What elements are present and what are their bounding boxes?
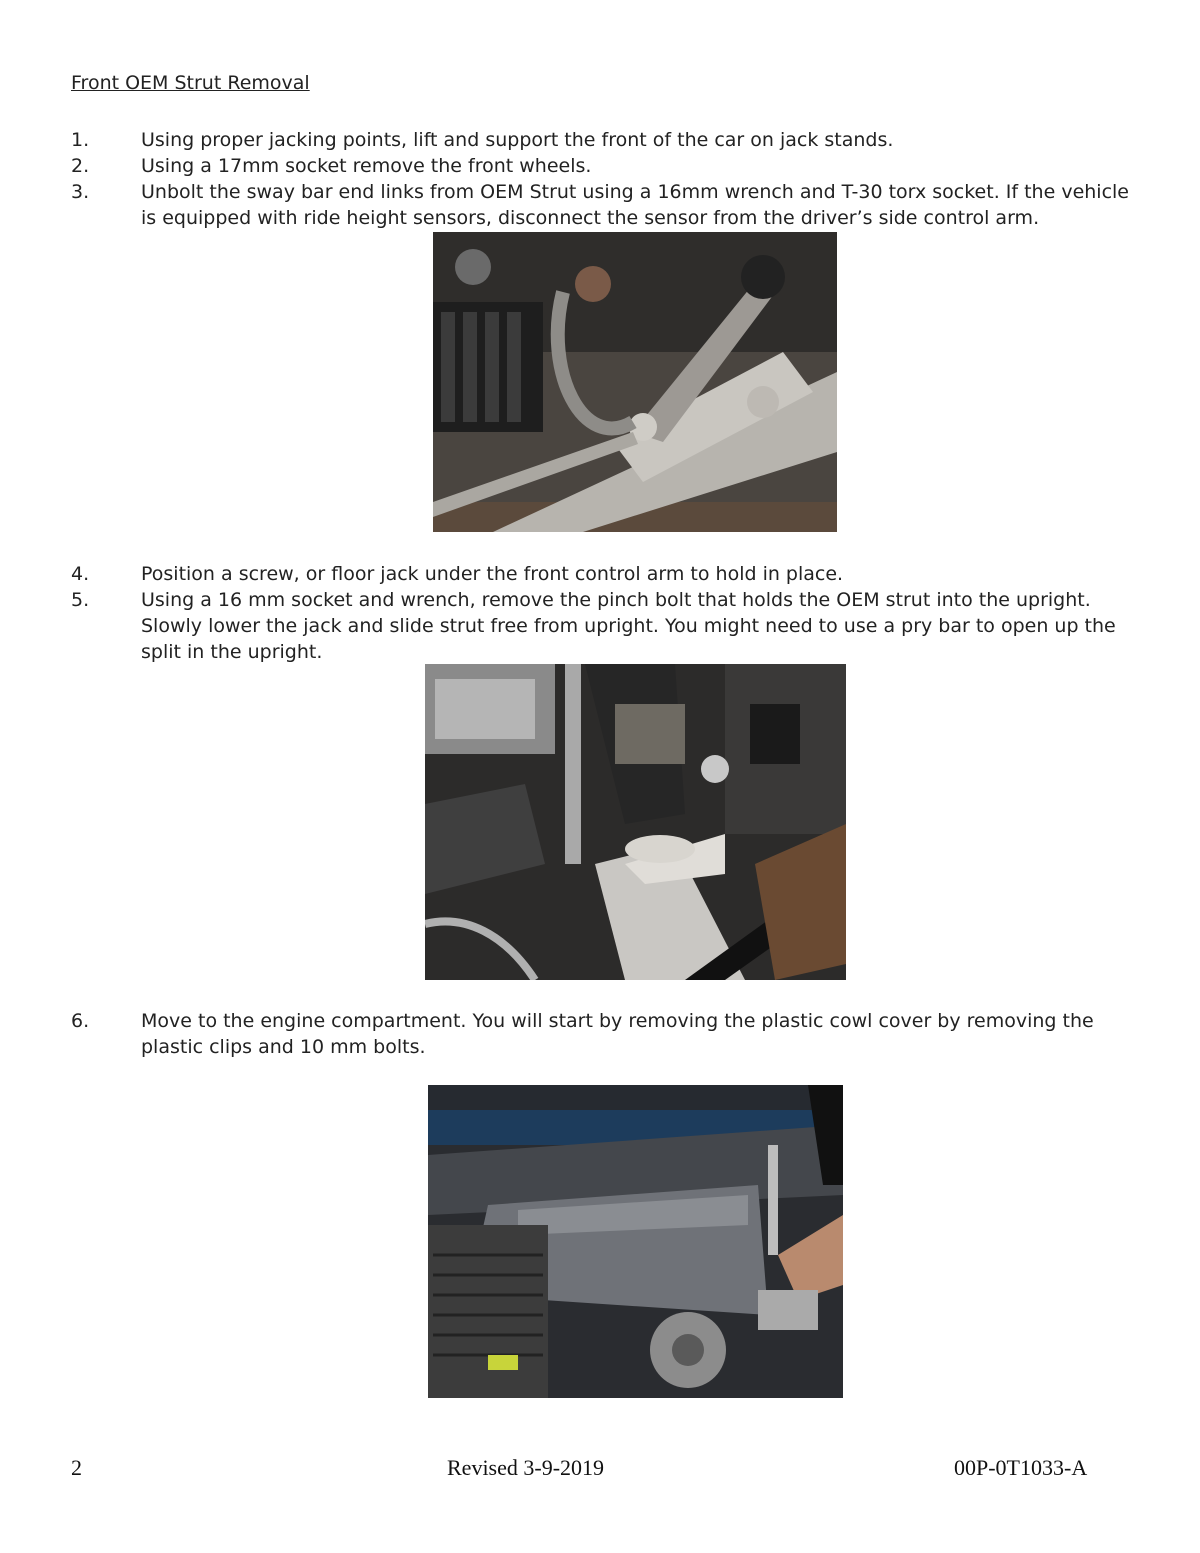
revision-date: Revised 3-9-2019 (447, 1455, 605, 1480)
step-6 (71, 1008, 1131, 1060)
document-id: 00P-0T1033-A (954, 1455, 1088, 1480)
step-text: Using proper jacking points, lift and support the front of the car on jack stands. (141, 129, 894, 151)
step-text: Move to the engine compartment. You will start by removing the plastic cowl cover by removing the plastic clips and 10 mm bolts. (141, 1010, 1094, 1058)
step-text: Using a 16 mm socket and wrench, remove the pinch bolt that holds the OEM strut into the upright. Slowly lower the jack and slide strut free from upright. You might need to use a pry bar to open up the split in the upright. (141, 589, 1116, 663)
step-number: 2. (71, 155, 90, 177)
step-3 (71, 179, 1131, 231)
step-number: 4. (71, 563, 90, 585)
page-number: 2 (71, 1455, 82, 1480)
step-text: Position a screw, or floor jack under the front control arm to hold in place. (141, 563, 844, 585)
section-heading: Front OEM Strut Removal (71, 72, 310, 94)
step-number: 3. (71, 181, 90, 203)
photo-cowl-cover (428, 1085, 843, 1398)
step-text: Unbolt the sway bar end links from OEM Strut using a 16mm wrench and T-30 torx socket. If the vehicle is equipped with ride height sensors, disconnect the sensor from the driver’s side control arm. (141, 181, 1129, 229)
step-number: 6. (71, 1010, 90, 1032)
step-2 (71, 153, 1131, 179)
step-number: 5. (71, 589, 90, 611)
step-1 (71, 127, 1131, 153)
step-number: 1. (71, 129, 90, 151)
photo-strut-upright (425, 664, 846, 980)
photo-sway-bar-end-link (433, 232, 837, 532)
step-5 (71, 587, 1131, 665)
step-text: Using a 17mm socket remove the front wheels. (141, 155, 592, 177)
step-4 (71, 561, 1131, 587)
